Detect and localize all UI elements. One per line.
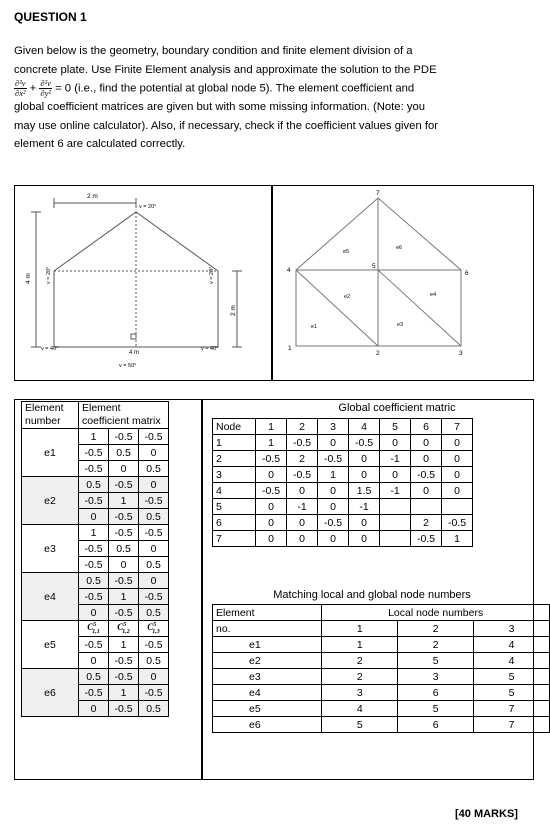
matrix-cell: 1 bbox=[442, 531, 473, 547]
matrix-cell: 0 bbox=[411, 451, 442, 467]
node-label: 2 bbox=[376, 350, 380, 357]
matrix-cell: 0.5 bbox=[139, 557, 169, 573]
table-cell: 7 bbox=[474, 717, 550, 733]
matrix-cell: 1 bbox=[109, 637, 139, 653]
matrix-cell bbox=[380, 531, 411, 547]
table-cell: 5 bbox=[474, 669, 550, 685]
matrix-cell: 0 bbox=[318, 499, 349, 515]
element-coefficient-table bbox=[21, 401, 169, 717]
matrix-cell: 1 bbox=[79, 525, 109, 541]
question-line: concrete plate. Use Finite Element analysis and approximate the solution to the PDE bbox=[14, 63, 437, 76]
node-label: 6 bbox=[465, 270, 469, 277]
matrix-cell: 1 bbox=[79, 429, 109, 445]
matrix-cell: 0.5 bbox=[79, 573, 109, 589]
top-bc-label: v = 20° bbox=[139, 204, 157, 210]
matrix-cell: 0.5 bbox=[79, 477, 109, 493]
matrix-cell: -0.5 bbox=[139, 685, 169, 701]
matrix-cell: 0 bbox=[287, 515, 318, 531]
marks-label: [40 MARKS] bbox=[455, 808, 518, 820]
table-row bbox=[22, 621, 169, 637]
question-text bbox=[14, 42, 534, 154]
node-label: 5 bbox=[372, 263, 376, 270]
table-row bbox=[213, 451, 473, 467]
matrix-cell: -0.5 bbox=[318, 515, 349, 531]
table-cell: 5 bbox=[398, 653, 474, 669]
geometry-diagram bbox=[15, 186, 270, 380]
matrix-cell: $C^5_{1,2}$ bbox=[109, 621, 139, 637]
header-cell: 1 bbox=[256, 419, 287, 435]
table-cell: 2 bbox=[322, 653, 398, 669]
matrix-cell: 0 bbox=[79, 605, 109, 621]
question-line: element 6 are calculated correctly. bbox=[14, 138, 186, 151]
table-row bbox=[22, 477, 169, 493]
matrix-cell: 0 bbox=[109, 461, 139, 477]
matrix-cell: 0 bbox=[442, 467, 473, 483]
table-row bbox=[213, 483, 473, 499]
table-cell: 5 bbox=[474, 685, 550, 701]
element-name-cell: e2 bbox=[22, 477, 79, 525]
matrix-cell: -0.5 bbox=[139, 589, 169, 605]
table-row bbox=[213, 701, 550, 717]
table-row bbox=[22, 429, 169, 445]
matrix-cell: 2 bbox=[213, 451, 256, 467]
pde-fraction: $\frac{\text{∂²v}}{\text{∂x²}}$ bbox=[15, 78, 26, 99]
matrix-cell: -1 bbox=[380, 483, 411, 499]
matrix-cell: 0 bbox=[442, 483, 473, 499]
table-cell: 3 bbox=[322, 685, 398, 701]
matrix-cell: -0.5 bbox=[79, 557, 109, 573]
matrix-cell: -0.5 bbox=[79, 589, 109, 605]
matrix-cell: 0 bbox=[318, 531, 349, 547]
table-cell: 4 bbox=[322, 701, 398, 717]
matrix-cell: -0.5 bbox=[109, 509, 139, 525]
matrix-cell bbox=[411, 499, 442, 515]
matrix-cell: -0.5 bbox=[79, 685, 109, 701]
matrix-cell: 0 bbox=[139, 477, 169, 493]
bottom-length-label: 4 m bbox=[129, 350, 140, 356]
table-row bbox=[213, 717, 550, 733]
table-row bbox=[213, 653, 550, 669]
element-label: e5 bbox=[343, 249, 350, 255]
question-line: global coefficient matrices are given but with some missing information. (Note: you bbox=[14, 101, 426, 114]
matrix-cell: 0 bbox=[256, 467, 287, 483]
matrix-cell: -0.5 bbox=[139, 637, 169, 653]
matrix-cell: 1 bbox=[256, 435, 287, 451]
node-label: 4 bbox=[287, 267, 291, 274]
table-cell: 1 bbox=[322, 637, 398, 653]
matrix-cell: -0.5 bbox=[109, 653, 139, 669]
table-row bbox=[213, 637, 550, 653]
element-name-cell: e5 bbox=[22, 621, 79, 669]
pde-fraction: $\frac{\text{∂²v}}{\text{∂y²}}$ bbox=[40, 78, 51, 99]
matrix-cell: -0.5 bbox=[79, 445, 109, 461]
matrix-cell: 0.5 bbox=[139, 509, 169, 525]
table-cell: 5 bbox=[322, 717, 398, 733]
header-cell: 4 bbox=[349, 419, 380, 435]
matrix-cell: 7 bbox=[213, 531, 256, 547]
matrix-cell: -0.5 bbox=[79, 541, 109, 557]
dim-top-label: 2 m bbox=[87, 193, 98, 200]
table-cell: 4 bbox=[474, 653, 550, 669]
height-right-label: 2 m bbox=[230, 305, 237, 316]
matrix-cell: -0.5 bbox=[442, 515, 473, 531]
question-line: may use online calculator). Also, if necessary, check if the coefficient values given for bbox=[14, 119, 439, 132]
table-cell: 5 bbox=[398, 701, 474, 717]
matrix-cell: -1 bbox=[287, 499, 318, 515]
matrix-cell: -0.5 bbox=[79, 461, 109, 477]
table-cell: 6 bbox=[398, 685, 474, 701]
table-row bbox=[22, 573, 169, 589]
question-title: QUESTION 1 bbox=[14, 10, 87, 24]
matrix-cell: 3 bbox=[213, 467, 256, 483]
matrix-cell: 0 bbox=[79, 509, 109, 525]
header-cell: Element coefficient matrix bbox=[79, 402, 169, 429]
table-row bbox=[213, 515, 473, 531]
matrix-cell: 0 bbox=[256, 499, 287, 515]
matrix-cell: 0 bbox=[139, 573, 169, 589]
matrix-cell: -0.5 bbox=[349, 435, 380, 451]
header-cell: 2 bbox=[398, 621, 474, 637]
matrix-cell: -0.5 bbox=[109, 477, 139, 493]
header-cell: 6 bbox=[411, 419, 442, 435]
matrix-cell: -0.5 bbox=[109, 701, 139, 717]
matrix-cell: -0.5 bbox=[109, 573, 139, 589]
matrix-cell: -0.5 bbox=[287, 467, 318, 483]
matrix-cell: -0.5 bbox=[109, 525, 139, 541]
mesh-diagram bbox=[273, 186, 533, 380]
matrix-cell: $C^5_{1,3}$ bbox=[139, 621, 169, 637]
element-label: e4 bbox=[430, 292, 437, 298]
header-cell: Element bbox=[213, 605, 322, 621]
matrix-cell: -0.5 bbox=[79, 493, 109, 509]
table-cell: e4 bbox=[213, 685, 322, 701]
table-cell: 4 bbox=[474, 637, 550, 653]
matrix-cell: 0 bbox=[287, 531, 318, 547]
header-cell: 3 bbox=[318, 419, 349, 435]
matrix-cell: 0.5 bbox=[139, 461, 169, 477]
matrix-cell: 5 bbox=[213, 499, 256, 515]
table-cell: e3 bbox=[213, 669, 322, 685]
matrix-cell: 0.5 bbox=[139, 701, 169, 717]
element-name-cell: e6 bbox=[22, 669, 79, 717]
matrix-cell: 0 bbox=[287, 483, 318, 499]
element-name-cell: e1 bbox=[22, 429, 79, 477]
matrix-cell: 0 bbox=[139, 541, 169, 557]
matrix-cell: 0 bbox=[380, 435, 411, 451]
matrix-cell: 1 bbox=[318, 467, 349, 483]
table-header-row bbox=[213, 621, 550, 637]
matrix-cell: -0.5 bbox=[109, 669, 139, 685]
table-cell: 7 bbox=[474, 701, 550, 717]
node-label: 7 bbox=[376, 190, 380, 197]
matrix-cell: -0.5 bbox=[318, 451, 349, 467]
matrix-cell: 0.5 bbox=[139, 653, 169, 669]
element-name-cell: e3 bbox=[22, 525, 79, 573]
matrix-cell: -0.5 bbox=[109, 429, 139, 445]
table-cell: e5 bbox=[213, 701, 322, 717]
node-matching-table bbox=[212, 604, 550, 733]
br-bc-label: v = 40° bbox=[201, 346, 219, 352]
header-cell: 1 bbox=[322, 621, 398, 637]
tables-divider bbox=[201, 399, 203, 780]
element-label: e2 bbox=[344, 294, 351, 300]
element-name-cell: e4 bbox=[22, 573, 79, 621]
matrix-cell bbox=[380, 499, 411, 515]
matrix-cell: 1 bbox=[109, 493, 139, 509]
global-matrix-title: Global coefficient matric bbox=[338, 402, 456, 414]
matrix-cell: 0.5 bbox=[139, 605, 169, 621]
question-line: Given below is the geometry, boundary condition and finite element division of a bbox=[14, 45, 413, 57]
matrix-cell: -0.5 bbox=[139, 493, 169, 509]
bl-bc-label: v = 40° bbox=[41, 346, 59, 352]
table-cell: e2 bbox=[213, 653, 322, 669]
matrix-cell: 0 bbox=[349, 467, 380, 483]
matrix-cell: -0.5 bbox=[287, 435, 318, 451]
table-cell: e1 bbox=[213, 637, 322, 653]
matching-table-title: Matching local and global node numbers bbox=[273, 589, 471, 601]
matrix-cell: 1 bbox=[109, 685, 139, 701]
matrix-cell: 2 bbox=[287, 451, 318, 467]
table-header-row bbox=[213, 419, 473, 435]
matrix-cell: -0.5 bbox=[256, 451, 287, 467]
header-cell: Element number bbox=[22, 402, 79, 429]
matrix-cell: 0.5 bbox=[109, 445, 139, 461]
matrix-cell: -0.5 bbox=[256, 483, 287, 499]
right-angle-mark bbox=[131, 334, 136, 339]
matrix-cell bbox=[380, 515, 411, 531]
global-coefficient-table bbox=[212, 418, 473, 547]
table-row bbox=[22, 525, 169, 541]
matrix-cell: 1 bbox=[213, 435, 256, 451]
matrix-cell: -1 bbox=[380, 451, 411, 467]
matrix-cell: 6 bbox=[213, 515, 256, 531]
matrix-cell: 2 bbox=[411, 515, 442, 531]
matrix-cell: 0 bbox=[349, 531, 380, 547]
node-label: 1 bbox=[288, 345, 292, 352]
matrix-cell: 0 bbox=[139, 445, 169, 461]
matrix-cell: 0 bbox=[318, 435, 349, 451]
matrix-cell: 0 bbox=[349, 451, 380, 467]
mesh-edge bbox=[296, 270, 378, 346]
header-cell: no. bbox=[213, 621, 322, 637]
element-label: e3 bbox=[397, 322, 404, 328]
table-cell: 2 bbox=[398, 637, 474, 653]
matrix-cell: 4 bbox=[213, 483, 256, 499]
table-row bbox=[213, 499, 473, 515]
header-cell: 7 bbox=[442, 419, 473, 435]
table-row bbox=[213, 685, 550, 701]
matrix-cell: -0.5 bbox=[411, 531, 442, 547]
matrix-cell: 0.5 bbox=[79, 669, 109, 685]
matrix-cell: 0 bbox=[411, 435, 442, 451]
bottom-bc-label: v = 50° bbox=[119, 363, 137, 369]
matrix-cell: 0 bbox=[318, 483, 349, 499]
matrix-cell: 0 bbox=[442, 435, 473, 451]
matrix-cell: -0.5 bbox=[79, 637, 109, 653]
table-row bbox=[213, 467, 473, 483]
matrix-cell: -0.5 bbox=[139, 525, 169, 541]
matrix-cell: 0 bbox=[79, 653, 109, 669]
matrix-cell: 0 bbox=[79, 701, 109, 717]
element-label: e1 bbox=[311, 324, 318, 330]
matrix-cell: $C^5_{1,1}$ bbox=[79, 621, 109, 637]
header-cell: Node bbox=[213, 419, 256, 435]
matrix-cell: 0 bbox=[109, 557, 139, 573]
mesh-edge bbox=[378, 270, 461, 346]
matrix-cell: 0 bbox=[442, 451, 473, 467]
header-cell: Local node numbers bbox=[322, 605, 550, 621]
matrix-cell: -0.5 bbox=[109, 605, 139, 621]
matrix-cell: 0 bbox=[380, 467, 411, 483]
matrix-cell: 0 bbox=[256, 515, 287, 531]
matrix-cell: -0.5 bbox=[411, 467, 442, 483]
matrix-cell: -0.5 bbox=[139, 429, 169, 445]
matrix-cell: 1 bbox=[109, 589, 139, 605]
matrix-cell: 0 bbox=[139, 669, 169, 685]
table-row bbox=[213, 531, 473, 547]
element-label: e6 bbox=[396, 245, 403, 251]
matrix-cell: 1.5 bbox=[349, 483, 380, 499]
table-row bbox=[213, 669, 550, 685]
matrix-cell: -1 bbox=[349, 499, 380, 515]
matrix-cell: 0 bbox=[411, 483, 442, 499]
header-cell: 3 bbox=[474, 621, 550, 637]
table-row bbox=[22, 669, 169, 685]
question-line: $\frac{\text{∂²v}}{\text{∂x²}}$ + $\frac{\text{∂²v}}{\text{∂y²}}$ = 0 (i.e., find the potential at global node 5). The element coefficient and bbox=[15, 78, 415, 99]
matrix-cell: 0 bbox=[349, 515, 380, 531]
matrix-cell: 0 bbox=[256, 531, 287, 547]
height-left-label: 4 m bbox=[25, 273, 32, 284]
table-cell: 3 bbox=[398, 669, 474, 685]
right-bc-label: v = 20° bbox=[209, 266, 215, 284]
left-bc-label: v = 20° bbox=[46, 266, 52, 284]
table-cell: 6 bbox=[398, 717, 474, 733]
header-cell: 2 bbox=[287, 419, 318, 435]
matrix-cell bbox=[442, 499, 473, 515]
node-label: 3 bbox=[459, 350, 463, 357]
matrix-cell: 0.5 bbox=[109, 541, 139, 557]
table-row bbox=[213, 435, 473, 451]
table-cell: e6 bbox=[213, 717, 322, 733]
header-cell: 5 bbox=[380, 419, 411, 435]
table-cell: 2 bbox=[322, 669, 398, 685]
